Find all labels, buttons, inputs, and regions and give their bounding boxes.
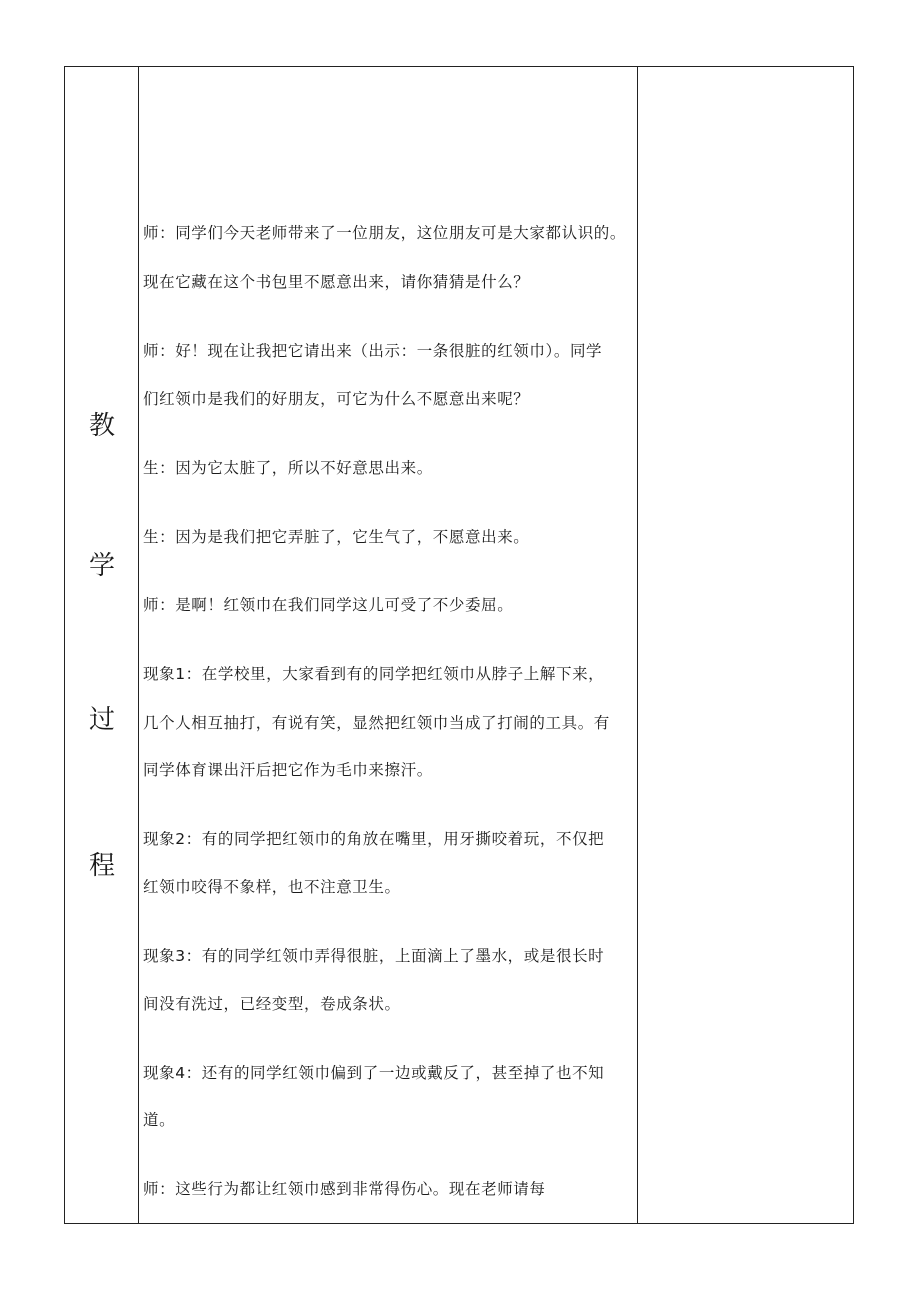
text-line: 现象4：还有的同学红领巾偏到了一边或戴反了，甚至掉了也不知 — [143, 1064, 605, 1082]
section-label-char: 程 — [88, 851, 115, 881]
text-line: 道。 — [143, 1111, 176, 1129]
notes-column — [638, 67, 853, 1223]
text-line: 们红领巾是我们的好朋友，可它为什么不愿意出来呢？ — [143, 390, 530, 408]
lesson-table — [64, 66, 854, 1224]
section-label-char: 教 — [88, 411, 115, 441]
text-line: 师：是啊！红领巾在我们同学这儿可受了不少委屈。 — [143, 596, 514, 614]
text-line: 现象1：在学校里，大家看到有的同学把红领巾从脖子上解下来， — [143, 665, 605, 683]
section-label-char: 过 — [88, 705, 115, 735]
text-line: 生：因为是我们把它弄脏了，它生气了，不愿意出来。 — [143, 528, 530, 546]
text-line: 现在它藏在这个书包里不愿意出来，请你猜猜是什么？ — [143, 273, 530, 291]
text-line: 师：同学们今天老师带来了一位朋友，这位朋友可是大家都认识的。 — [143, 224, 627, 242]
text-line: 同学体育课出汗后把它作为毛巾来擦汗。 — [143, 761, 433, 779]
text-line: 现象2：有的同学把红领巾的角放在嘴里，用牙撕咬着玩，不仅把 — [143, 830, 605, 848]
text-line: 几个人相互抽打，有说有笑，显然把红领巾当成了打闹的工具。有 — [143, 714, 610, 732]
text-line: 现象3：有的同学红领巾弄得很脏，上面滴上了墨水，或是很长时 — [143, 947, 605, 965]
section-label-char: 学 — [88, 551, 115, 581]
text-line: 间没有洗过，已经变型，卷成条状。 — [143, 995, 401, 1013]
teaching-process-content — [139, 67, 638, 1223]
text-line: 师：这些行为都让红领巾感到非常得伤心。现在老师请每 — [143, 1180, 546, 1198]
section-label-column — [65, 67, 139, 1223]
text-line: 红领巾咬得不象样，也不注意卫生。 — [143, 878, 401, 896]
text-line: 师：好！现在让我把它请出来（出示：一条很脏的红领巾）。同学 — [143, 342, 603, 360]
text-line: 生：因为它太脏了，所以不好意思出来。 — [143, 459, 433, 477]
